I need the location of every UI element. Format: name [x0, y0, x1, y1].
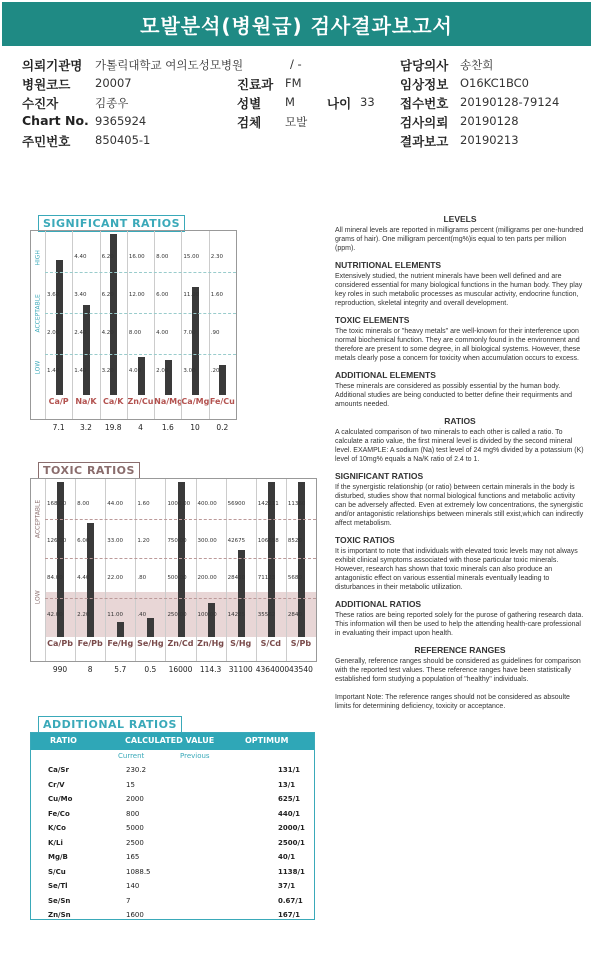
note-text: These minerals are considered as possibly essential by the human body. Additional studies are being conducted to better define their requirments and amounts needed. — [335, 383, 572, 408]
value-resident-no: 850405-1 — [95, 133, 151, 147]
label-patient: 수진자 — [22, 96, 59, 111]
column-label: Na/Mg — [154, 396, 183, 406]
ratio-value: 4364000 — [255, 665, 290, 674]
guide-line — [45, 598, 316, 599]
value-doctor: 송찬희 — [460, 58, 494, 72]
optimum-value: 40/1 — [278, 853, 296, 861]
note-title: TOXIC RATIOS — [335, 535, 395, 545]
tick-label: 250.00 — [167, 611, 187, 618]
optimum-value: 625/1 — [278, 795, 301, 803]
ratio-bar — [192, 287, 199, 395]
tick-label: 28450 — [227, 574, 246, 581]
value-age: 33 — [360, 95, 375, 109]
optimum-value: 37/1 — [278, 882, 296, 890]
tick-label: 1.40 — [74, 367, 87, 374]
label-institution: 의뢰기관명 — [22, 58, 83, 73]
tick-label: 3.00 — [183, 367, 196, 374]
note-title: LEVELS — [443, 214, 477, 224]
tick-label: 2.20 — [77, 611, 90, 618]
tick-label: 106658 — [257, 537, 279, 544]
tick-label: 3.60 — [47, 291, 60, 298]
column-divider — [226, 479, 227, 661]
report-title-banner — [2, 2, 591, 46]
current-value: 7 — [126, 896, 131, 905]
tick-label: 2.30 — [210, 253, 223, 260]
tick-label: .80 — [137, 574, 147, 581]
optimum-value: 0.67/1 — [278, 896, 303, 905]
note-block — [335, 599, 585, 638]
ratio-bar — [208, 603, 215, 638]
ratio-value: 4 — [138, 423, 143, 432]
note-block — [335, 315, 585, 363]
column-label: Se/Hg — [137, 639, 164, 649]
note-text: Extensively studied, the nutrient minerals have been well defined and are considered essential for many biological functions in the human body. They play key roles in such metabolic processes as muscular activity, endocrine function, reproduction, skeletal integrity and overall development. — [335, 273, 583, 307]
tick-label: 4.00 — [128, 367, 142, 374]
tick-label: 4.20 — [101, 329, 114, 336]
tick-label: 3.20 — [101, 367, 114, 374]
ratio-name: Ca/Sr — [48, 766, 69, 774]
column-label: S/Hg — [230, 639, 252, 649]
ratio-bar — [219, 365, 226, 394]
note-block — [335, 691, 585, 711]
value-report-date: 20190213 — [460, 133, 519, 147]
tick-label: 168.00 — [47, 501, 67, 508]
optimum-value: 167/1 — [278, 911, 301, 919]
guide-line — [45, 519, 316, 520]
tick-label: 300.00 — [197, 537, 217, 544]
tick-label: 33.00 — [107, 537, 123, 544]
column-label: S/Cd — [260, 639, 281, 649]
tick-label: 6.20 — [101, 253, 114, 260]
ratio-name: Cu/Mo — [48, 795, 73, 803]
ratio-value: 10 — [190, 423, 200, 432]
tick-label: 6.00 — [156, 291, 169, 298]
value-hospital-code: 20007 — [95, 76, 132, 90]
tick-label: 500.00 — [167, 574, 187, 581]
tick-label: 200.00 — [197, 574, 217, 581]
tick-label: 11360 — [287, 501, 306, 508]
ratio-value: 43540 — [289, 665, 313, 674]
guide-line — [45, 558, 316, 559]
column-divider — [181, 231, 182, 419]
note-block — [335, 535, 585, 592]
note-text: These ratios are being reported solely for the purose of gathering research data. This information will then be used to help the attending health-care professional in evaluating their impact upon health. — [335, 612, 584, 637]
tick-label: 2.00 — [156, 367, 169, 374]
significant-ratios-title: SIGNIFICANT RATIOS — [38, 215, 185, 232]
note-title: NUTRITIONAL ELEMENTS — [335, 260, 442, 270]
tick-label: 4.00 — [156, 329, 169, 336]
guide-line — [45, 272, 236, 273]
tick-label: 1.60 — [210, 291, 223, 298]
tick-label: .90 — [210, 329, 220, 336]
tick-label: 15.00 — [183, 253, 200, 260]
additional-ratios-title: ADDITIONAL RATIOS — [38, 716, 182, 733]
label-request-date: 검사의뢰 — [400, 115, 449, 130]
tick-label: 11.00 — [183, 291, 200, 298]
label-report-date: 결과보고 — [400, 134, 449, 149]
header-ratio: RATIO — [50, 736, 77, 745]
ratio-bar — [117, 622, 124, 638]
column-divider — [45, 231, 46, 419]
note-text: Generally, reference ranges should be considered as guidelines for comparison with the reported test values. These reference ranges have been statistically established form studying a population of "healthy" individuals. — [335, 658, 581, 683]
zone-label: HIGH — [34, 250, 42, 266]
tick-label: 56900 — [227, 501, 246, 508]
note-title: SIGNIFICANT RATIOS — [335, 471, 424, 481]
tick-label: 11.00 — [107, 611, 123, 618]
column-divider — [286, 479, 287, 661]
note-block — [335, 416, 585, 464]
ratio-name: Zn/Sn — [48, 911, 71, 919]
column-divider — [135, 479, 136, 661]
ratio-name: Mg/B — [48, 853, 68, 861]
column-divider — [75, 479, 76, 661]
tick-label: 22.00 — [107, 574, 123, 581]
ratio-value: 7.1 — [52, 423, 65, 432]
tick-label: .20 — [210, 367, 220, 374]
tick-label: 16.00 — [128, 253, 145, 260]
zone-label: LOW — [34, 360, 42, 375]
optimum-value: 1138/1 — [278, 867, 305, 876]
tick-label: 71123 — [257, 574, 276, 581]
tick-label: 1.60 — [137, 501, 150, 508]
column-divider — [196, 479, 197, 661]
optimum-value: 2000/1 — [278, 824, 305, 832]
tick-label: 12.00 — [128, 291, 145, 298]
label-receipt-no: 접수번호 — [400, 96, 449, 111]
tick-label: 2840 — [287, 611, 302, 618]
label-sex: 성별 — [237, 96, 262, 111]
scanned-report-sheet — [10, 210, 590, 955]
current-value: 2000 — [126, 795, 144, 803]
column-divider — [45, 479, 46, 661]
tick-label: 142211 — [257, 501, 279, 508]
ratio-value: 114.3 — [199, 665, 222, 674]
note-text: A calculated comparison of two minerals to each other is called a ratio. To calculate a ratio value, the first mineral level is divided by the second mineral level. EXAMPLE: A sodium (Na) test level of 24 mg% divided by a potassium (K) level of 10mg% equals a Na/K ratio of 2.4 to 1. — [335, 429, 584, 463]
tick-label: 4.40 — [74, 253, 87, 260]
tick-label: .40 — [137, 611, 147, 618]
value-request-date: 20190128 — [460, 114, 519, 128]
column-divider — [72, 231, 73, 419]
guide-line — [45, 354, 236, 355]
significant-chart-panel — [30, 230, 237, 432]
column-label: Ca/Pb — [47, 639, 73, 649]
subheader-current: Current — [118, 752, 145, 760]
note-title: ADDITIONAL ELEMENTS — [335, 370, 436, 380]
zone-label: ACCEPTABLE — [34, 499, 42, 538]
note-title: RATIOS — [444, 416, 476, 426]
column-divider — [100, 231, 101, 419]
tick-label: 35562 — [257, 611, 276, 618]
label-department: 진료과 — [237, 77, 274, 92]
ratio-value: 16000 — [168, 665, 193, 674]
tick-label: 8.00 — [77, 501, 90, 508]
value-department: FM — [285, 76, 302, 90]
label-doctor: 담당의사 — [400, 58, 449, 73]
tick-label: 750.00 — [167, 537, 187, 544]
current-value: 5000 — [126, 824, 144, 832]
value-institution: 가톨릭대학교 여의도성모병원 — [95, 58, 244, 72]
optimum-value: 440/1 — [278, 809, 301, 818]
ratio-name: K/Li — [48, 838, 63, 847]
value-ward: / - — [290, 57, 302, 71]
toxic-ratios-title: TOXIC RATIOS — [38, 462, 140, 479]
note-text: If the synergistic relationship (or ratio) between certain minerals in the body is disturbed, studies show that normal biological functions and metabolic activity can be adversely affected. Even at extremely low concentrations, the synergistic and/or antagonistic relationships between minerals still exist,which can indirectly affect metabolism. — [335, 484, 584, 527]
column-label: Fe/Pb — [77, 639, 103, 649]
current-value: 800 — [126, 809, 140, 818]
current-value: 2500 — [126, 838, 144, 847]
additional-border — [30, 732, 315, 920]
label-age: 나이 — [327, 96, 352, 111]
value-chart-no: 9365924 — [95, 114, 147, 128]
column-label: S/Pb — [290, 639, 312, 649]
note-text: It is important to note that individuals with elevated toxic levels may not always exhibit clinical symptoms associated with those particular toxic minerals. However, research has shown that toxic minerals can also produce an antagonistic effect on various essential minerals eventually leading to disturbances in their metabolic utilization. — [335, 548, 578, 591]
current-value: 165 — [126, 853, 140, 861]
note-text: Important Note: The reference ranges should not be considered as absoulte limits for determining deficiency, toxicity or acceptance. — [335, 694, 570, 710]
column-divider — [127, 231, 128, 419]
tick-label: 2.00 — [47, 329, 60, 336]
label-hospital-code: 병원코드 — [22, 77, 71, 92]
note-block — [335, 645, 585, 684]
tick-label: 8520 — [287, 537, 302, 544]
current-value: 230.2 — [126, 766, 147, 774]
column-label: Zn/Cd — [167, 639, 194, 649]
note-block — [335, 260, 585, 308]
value-specimen: 모발 — [285, 115, 308, 129]
tick-label: 6.20 — [101, 291, 114, 298]
tick-label: 4.40 — [77, 574, 90, 581]
ratio-value: 0.5 — [144, 665, 157, 674]
ratio-name: Cr/V — [48, 780, 65, 789]
column-label: Ca/P — [48, 396, 69, 406]
ratio-value: 8 — [87, 665, 93, 674]
note-title: ADDITIONAL RATIOS — [335, 599, 422, 609]
tick-label: 6.00 — [77, 537, 90, 544]
ratio-value: 31100 — [228, 665, 253, 674]
ratio-bar — [83, 305, 90, 395]
guide-line — [45, 313, 236, 314]
column-label: Fe/Cu — [209, 396, 235, 406]
ratio-bar — [56, 260, 63, 394]
tick-label: 100.00 — [197, 611, 217, 618]
ratio-bar — [165, 360, 172, 394]
toxic-chart-panel — [30, 478, 317, 674]
report-title: 모발분석(병원급) 검사결과보고서 — [140, 13, 453, 38]
column-label: Na/K — [75, 396, 97, 406]
ratio-value: 3.2 — [79, 423, 92, 432]
note-block — [335, 370, 585, 409]
note-text: All mineral levels are reported in milligrams percent (milligrams per one-hundred grams of hair). One milligram percent(mg%)is equal to ten parts per million (ppm). — [335, 227, 584, 252]
ratio-name: S/Cu — [48, 867, 66, 876]
tick-label: 2.40 — [74, 329, 87, 336]
column-divider — [165, 479, 166, 661]
tick-label: 14225 — [227, 611, 246, 618]
column-divider — [105, 479, 106, 661]
tick-label: 400.00 — [197, 501, 217, 508]
tick-label: 42675 — [227, 537, 246, 544]
ratio-value: 19.8 — [104, 423, 122, 432]
column-label: Ca/Mg — [181, 396, 210, 406]
ratio-value: 1.6 — [161, 423, 174, 432]
ratio-name: Se/Tl — [48, 882, 68, 890]
note-title: TOXIC ELEMENTS — [335, 315, 410, 325]
tick-label: 5680 — [287, 574, 302, 581]
note-text: The toxic minerals or "heavy metals" are well-known for their interference upon normal biochemical function. They are commonly found in the environment and therefore are present to some degree, in all biological systems. However, these metals clearly pose a concern for toxicity when accumulation occurs to excess. — [335, 328, 581, 362]
column-divider — [154, 231, 155, 419]
column-label: Ca/K — [103, 396, 124, 406]
column-label: Zn/Cu — [127, 396, 154, 406]
ratio-value: 5.7 — [114, 665, 127, 674]
tick-label: 8.00 — [156, 253, 169, 260]
label-resident-no: 주민번호 — [22, 134, 71, 149]
current-value: 1088.5 — [126, 867, 151, 876]
tick-label: 1.40 — [47, 367, 60, 374]
tick-label: 7.00 — [183, 329, 196, 336]
ratio-name: Fe/Co — [48, 809, 70, 818]
current-value: 1600 — [126, 911, 144, 919]
subheader-previous: Previous — [180, 752, 210, 760]
ratio-bar — [238, 550, 245, 637]
header-optimum: OPTIMUM — [245, 736, 289, 745]
ratio-bar — [138, 357, 145, 395]
tick-label: 1000.00 — [167, 501, 191, 508]
note-block — [335, 471, 585, 528]
current-value: 140 — [126, 882, 140, 890]
value-clinical-info: O16KC1BC0 — [460, 76, 529, 90]
ratio-value: 0.2 — [216, 423, 229, 432]
optimum-value: 13/1 — [278, 780, 296, 789]
column-divider — [209, 231, 210, 419]
zone-label: LOW — [34, 590, 42, 605]
value-sex: M — [285, 95, 295, 109]
note-block — [335, 214, 585, 253]
tick-label: 42.00 — [47, 611, 63, 618]
label-clinical-info: 임상정보 — [400, 77, 449, 92]
tick-label: 8.00 — [128, 329, 142, 336]
label-chart-no: Chart No. — [22, 113, 89, 128]
note-title: REFERENCE RANGES — [414, 645, 506, 655]
header-calculated: CALCULATED VALUE — [125, 736, 215, 745]
column-divider — [256, 479, 257, 661]
tick-label: 84.00 — [47, 574, 63, 581]
ratio-value: 990 — [52, 665, 68, 674]
tick-label: 126.00 — [47, 537, 67, 544]
ratio-name: Se/Sn — [48, 896, 71, 905]
optimum-value: 2500/1 — [278, 838, 305, 847]
tick-label: 3.40 — [74, 291, 87, 298]
ratio-name: K/Co — [48, 824, 66, 832]
column-label: Zn/Hg — [197, 639, 225, 649]
optimum-value: 131/1 — [278, 766, 301, 774]
ratio-bar — [147, 618, 154, 637]
tick-label: 44.00 — [107, 501, 123, 508]
value-receipt-no: 20190128-79124 — [460, 95, 560, 109]
column-label: Fe/Hg — [107, 639, 134, 649]
value-patient: 김종우 — [95, 96, 129, 110]
tick-label: 1.20 — [137, 537, 150, 544]
zone-label: ACCEPTABLE — [34, 293, 42, 332]
label-specimen: 검체 — [237, 115, 262, 130]
current-value: 15 — [126, 780, 135, 789]
